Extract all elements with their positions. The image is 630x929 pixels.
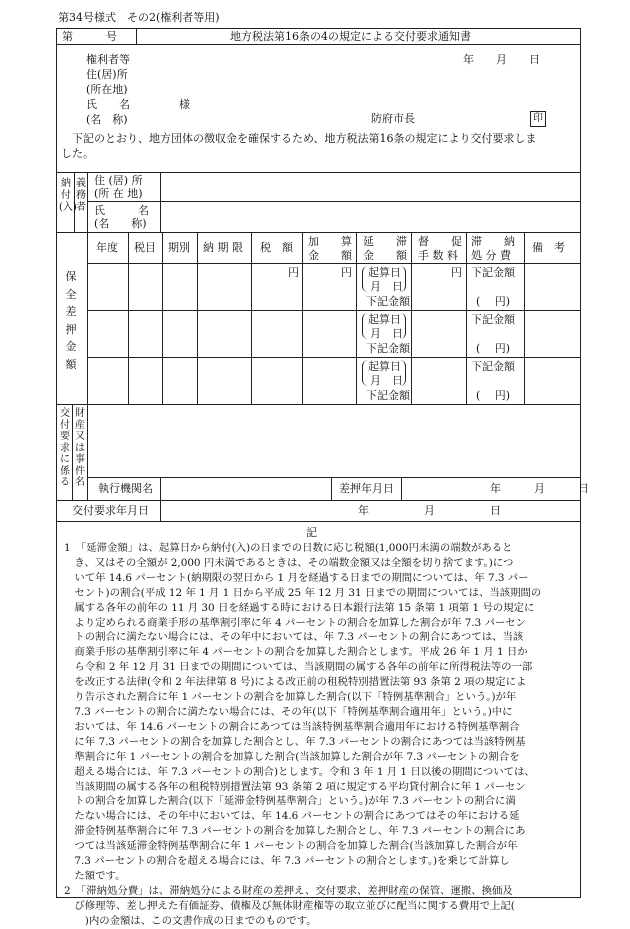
col-due-date: 納 期 限 bbox=[203, 241, 243, 254]
property-side-label-1: 交付要求に係る bbox=[60, 408, 70, 488]
rule bbox=[466, 232, 467, 404]
note-line: つては当該延滞金特例基準割合に年 1 パーセントの割合を加算した割合(当該加算した割合が年 bbox=[64, 840, 518, 853]
col-tax-item: 税目 bbox=[134, 241, 156, 254]
note-line: トの割合を加算した割合(以下「延滞金特例基準割合」という。)が年 7.3 パーセントの割合に満 bbox=[64, 795, 516, 808]
note-line: 属する各年の前年の 11 月 30 日を経過する時における日本銀行法第 15 条第 1 項第 1 号の規定に bbox=[64, 601, 535, 614]
col-additional-2: 金 額 bbox=[308, 249, 352, 262]
agency-label: 執行機関名 bbox=[98, 482, 153, 495]
rule bbox=[87, 201, 581, 202]
date-label: 年 月 日 bbox=[463, 53, 540, 66]
rule bbox=[302, 232, 303, 404]
rule bbox=[331, 477, 332, 500]
col-delinquent-1: 延 滞 bbox=[363, 235, 407, 248]
note-line: 1 「延滞金額」は、起算日から納付(入)の日までの日数に応じ税額(1,000円未満の端数があると bbox=[64, 542, 513, 554]
paren-yen: ( 円) bbox=[476, 389, 511, 402]
note-line: おいては、年 14.6 パーセントの割合にあつては当該特例基準割合適用年における特例基準割合 bbox=[64, 720, 520, 733]
rule bbox=[524, 232, 525, 404]
recipient-line-3: (所在地) bbox=[86, 83, 128, 96]
rule bbox=[56, 172, 581, 173]
recipient-line-4: 氏 名 bbox=[86, 98, 130, 111]
rule bbox=[128, 232, 129, 404]
taxpayer-side-label-1: 納付(入) bbox=[59, 178, 77, 213]
note-line: た額です。 bbox=[64, 869, 126, 882]
note-line: 商業手形の基準割引率に年 4 パーセントの割合を加算した割合とします。平成 26 年 1 月 1 日か bbox=[64, 646, 528, 659]
note-line: より定められる商業手形の基準割引率に年 4 パーセントの割合を加算した割合が年 7.3 パーセン bbox=[64, 616, 526, 629]
col-period: 期別 bbox=[168, 241, 190, 254]
note-line: 7.3 パーセントの割合を超える場合には、年 7.3 パーセントの割合とします。)を乗じて計算し bbox=[64, 855, 510, 868]
note-line: 2 「滞納処分費」は、滞納処分による財産の差押え、交付要求、差押財産の保管、運搬、換価及 bbox=[64, 884, 513, 897]
recipient-line-2: 住(居)所 bbox=[86, 68, 128, 81]
note-line: セント)の割合(平成 12 年 1 月 1 日から平成 25 年 12 月 31 日までの期間については、当該期間の bbox=[64, 586, 542, 599]
note-line: り告示された割合に年 1 パーセントの割合を加算した割合(以下「特例基準割合」という。)が年 bbox=[64, 691, 517, 704]
note-line: 当該期間の属する各年の租税特別措置法第 93 条第 2 項に規定する平均貸付割合に年 1 パーセン bbox=[64, 780, 526, 793]
seal-mark: 印 bbox=[530, 111, 546, 127]
col-delinquent-2: 金 額 bbox=[363, 249, 407, 262]
recipient-honorific: 様 bbox=[179, 98, 190, 111]
rule bbox=[56, 404, 581, 405]
start-date-month-day: 月 日 bbox=[370, 280, 403, 293]
recipient-line-1: 権利者等 bbox=[86, 53, 130, 66]
request-date-value: 年 月 日 bbox=[358, 504, 501, 517]
start-date-label: 起算日 bbox=[368, 313, 401, 326]
rule bbox=[56, 44, 581, 45]
rule bbox=[87, 477, 581, 478]
note-line: トの割合に満たない場合には、その年中においては、年 7.3 パーセントの割合にあつては、当該 bbox=[64, 631, 524, 644]
rule bbox=[251, 232, 252, 404]
intro-line-1: 下記のとおり、地方団体の徴収金を確保するため、地方税法第16条の規定により交付要求しま bbox=[72, 132, 537, 145]
note-line: 滞金特例基準割合に年 7.3 パーセントの割合を加算した割合とし、年 7.3 パーセントの割合にあ bbox=[64, 825, 526, 838]
below-amount-label: 下記金額 bbox=[366, 342, 410, 355]
note-line: )内の金額は、この文書作成の日までのものです。 bbox=[64, 914, 317, 927]
seizure-date-value: 年 月 日 bbox=[490, 482, 589, 495]
note-line: き、又はその全額が 2,000 円未満であるときは、その端数金額又は全額を切り捨てます。)につ bbox=[64, 556, 514, 569]
rule bbox=[401, 477, 402, 500]
col-additional-1: 加 算 bbox=[308, 235, 352, 248]
note-line: ら令和 2 年 12 月 31 日までの期間については、当該期間の属する各年の前年に所得税法等の一部 bbox=[64, 661, 533, 674]
notes-heading: 記 bbox=[306, 526, 317, 539]
rule bbox=[160, 477, 161, 500]
rule bbox=[87, 232, 88, 404]
col-fee-1: 督 促 bbox=[418, 235, 462, 248]
yen-unit: 円 bbox=[341, 266, 352, 279]
form-number: 第34号様式 その2(権利者等用) bbox=[58, 11, 220, 24]
below-amount-label: 下記金額 bbox=[471, 360, 515, 373]
page-title: 地方税法第16条の4の規定による交付要求通知書 bbox=[230, 30, 471, 43]
issuer-name: 防府市長 bbox=[371, 112, 415, 125]
col-disposition-2: 処 分 費 bbox=[471, 249, 511, 262]
rule bbox=[136, 28, 137, 44]
taxpayer-side-label-2: 義務者 bbox=[76, 178, 86, 213]
address-label-2: (所 在 地) bbox=[94, 187, 143, 200]
note-line: 超える場合には、年 7.3 パーセントの割合)とします。令和 3 年 1 月 1 日以後の期間については、 bbox=[64, 765, 535, 778]
rule bbox=[56, 232, 581, 233]
note-line: を改正する法律(令和 2 年法律第 8 号)による改正前の租税特別措置法第 93 条第 2 項の規定によ bbox=[64, 676, 527, 689]
col-fee-2: 手 数 料 bbox=[418, 249, 458, 262]
note-line: び修理等、差し押えた有価証券、債権及び無体財産権等の取立並びに配当に関する費用で上記( bbox=[64, 899, 515, 912]
below-amount-label: 下記金額 bbox=[366, 295, 410, 308]
notes-body bbox=[64, 541, 576, 929]
paren-yen: ( 円) bbox=[476, 342, 511, 355]
start-date-label: 起算日 bbox=[368, 360, 401, 373]
rule bbox=[160, 500, 161, 521]
yen-unit: 円 bbox=[288, 266, 299, 279]
document-number: 第 号 bbox=[62, 30, 117, 43]
note-line: 7.3 パーセントの割合に満たない場合には、その年(以下「特例基準割合適用年」という。)中に bbox=[64, 705, 513, 718]
seizure-date-label: 差押年月日 bbox=[339, 482, 394, 495]
amount-side-label: 保全差押金額 bbox=[65, 270, 77, 371]
property-side-label-2: 財産又は事件名 bbox=[75, 408, 85, 488]
address-label-1: 住 (居) 所 bbox=[94, 174, 143, 187]
below-amount-label: 下記金額 bbox=[471, 313, 515, 326]
intro-line-2: した。 bbox=[61, 147, 94, 160]
request-date-label: 交付要求年月日 bbox=[72, 504, 149, 517]
recipient-line-5: (名 称) bbox=[86, 113, 128, 126]
rule bbox=[356, 232, 357, 404]
rule bbox=[87, 404, 88, 500]
name-label-2: (名 称) bbox=[94, 217, 147, 230]
note-line: 準割合に年 1 パーセントの割合を加算した割合(当該加算した割合が年 7.3 パーセントの割合を bbox=[64, 750, 520, 763]
rule bbox=[411, 232, 412, 404]
rule bbox=[197, 232, 198, 404]
note-line: に年 7.3 パーセントの割合を加算した割合とし、年 7.3 パーセントの割合にあつては当該特例基 bbox=[64, 735, 526, 748]
col-year: 年度 bbox=[96, 241, 118, 254]
col-remarks: 備 考 bbox=[532, 241, 565, 254]
paren-yen: ( 円) bbox=[476, 295, 511, 308]
start-date-month-day: 月 日 bbox=[370, 374, 403, 387]
rule bbox=[160, 172, 161, 232]
rule bbox=[56, 500, 581, 501]
yen-unit: 円 bbox=[451, 266, 462, 279]
note-line: いて年 14.6 パーセント(納期限の翌日から 1 月を経過する日までの期間については、年 7.3 パー bbox=[64, 571, 529, 584]
name-label-1: 氏 名 bbox=[94, 204, 149, 217]
col-disposition-1: 滞 納 bbox=[471, 235, 515, 248]
rule bbox=[162, 232, 163, 404]
col-tax-amount: 税 額 bbox=[260, 241, 293, 254]
note-line: たない場合には、その年中においては、年 14.6 パーセントの割合にあつてはその年における延 bbox=[64, 810, 520, 823]
below-amount-label: 下記金額 bbox=[471, 266, 515, 279]
rule bbox=[56, 521, 581, 522]
below-amount-label: 下記金額 bbox=[366, 389, 410, 402]
start-date-label: 起算日 bbox=[368, 266, 401, 279]
start-date-month-day: 月 日 bbox=[370, 327, 403, 340]
